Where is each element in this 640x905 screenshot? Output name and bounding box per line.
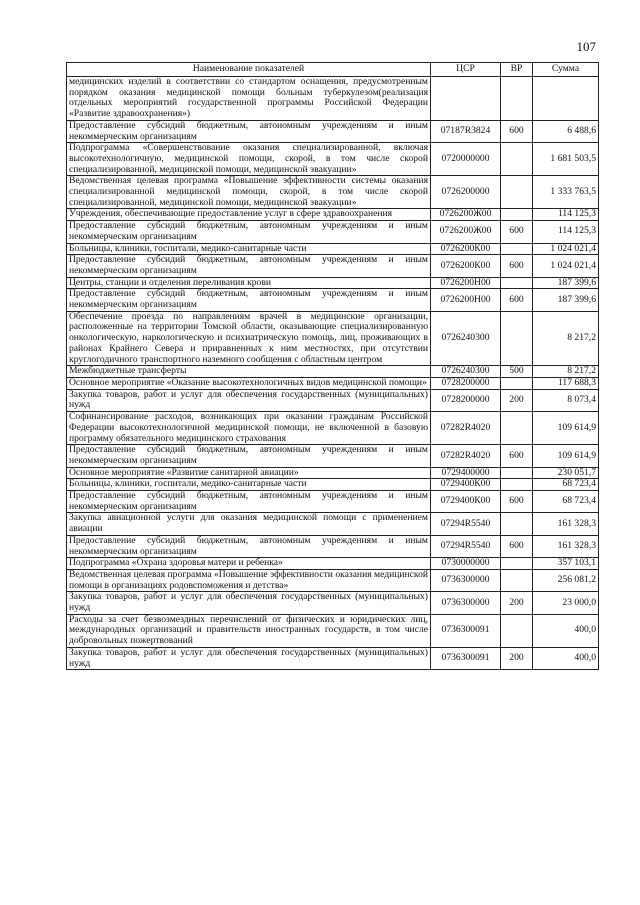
row-sum: 68 723,4: [533, 491, 599, 513]
table-row: [67, 614, 599, 647]
row-sum: 1 024 021,4: [533, 255, 599, 277]
table-row: [67, 209, 599, 221]
row-name: Закупка товаров, работ и услуг для обеспечения государственных (муниципальных) нужд: [67, 389, 431, 411]
row-vr: 200: [501, 592, 533, 614]
row-name: Предоставление субсидий бюджетным, автономным учреждениям и иным некоммерческим организациям: [67, 491, 431, 513]
row-sum: 6 488,6: [533, 120, 599, 142]
table-row: [67, 221, 599, 243]
row-csr: 0736300000: [431, 569, 501, 591]
row-vr: [501, 311, 533, 366]
row-vr: 500: [501, 366, 533, 378]
row-vr: [501, 143, 533, 176]
row-sum: [533, 77, 599, 121]
row-sum: 1 333 763,5: [533, 176, 599, 209]
table-row: [67, 377, 599, 389]
row-name: Софинансирование расходов, возникающих при оказании гражданам Российской Федерации высокотехнологичной медицинской помощи, не включенной в базовую программу обязательного медицинского страхования: [67, 412, 431, 445]
row-sum: 1 024 021,4: [533, 243, 599, 255]
row-name: Межбюджетные трансферты: [67, 366, 431, 378]
row-name: Предоставление субсидий бюджетным, автономным учреждениям и иным некоммерческим организациям: [67, 255, 431, 277]
row-name: Закупка товаров, работ и услуг для обеспечения государственных (муниципальных) нужд: [67, 647, 431, 669]
row-csr: 0728200000: [431, 377, 501, 389]
row-vr: [501, 412, 533, 445]
row-name: Обеспечение проезда по направлениям врачей в медицинские организации, расположенные на территории Томской области, оказывающие специализированную онкологическую, наркологическую и психиатрическую помощь, лиц, проживающих в районах Крайнего Севера и приравненных к ним местностях, при отсутствии круглогодичного транспортного наземного сообщения с областным центром: [67, 311, 431, 366]
row-sum: 114 125,3: [533, 221, 599, 243]
row-vr: [501, 377, 533, 389]
row-sum: 109 614,9: [533, 412, 599, 445]
row-vr: 600: [501, 120, 533, 142]
table-header-row: [67, 63, 599, 77]
table-row: [67, 412, 599, 445]
row-name: Подпрограмма «Охрана здоровья матери и ребенка»: [67, 558, 431, 570]
row-sum: 400,0: [533, 647, 599, 669]
row-csr: 0726200Н00: [431, 289, 501, 311]
row-csr: 0728200000: [431, 389, 501, 411]
table-row: [67, 491, 599, 513]
row-vr: [501, 209, 533, 221]
table-row: [67, 535, 599, 557]
table-row: [67, 311, 599, 366]
table-row: [67, 366, 599, 378]
row-name: Предоставление субсидий бюджетным, автономным учреждениям и иным некоммерческим организациям: [67, 289, 431, 311]
row-vr: [501, 277, 533, 289]
row-name: Предоставление субсидий бюджетным, автономным учреждениям и иным некоммерческим организациям: [67, 535, 431, 557]
header-name: Наименование показателей: [67, 63, 431, 77]
row-vr: 200: [501, 389, 533, 411]
row-vr: [501, 467, 533, 479]
table-row: [67, 255, 599, 277]
table-row: [67, 592, 599, 614]
table-body: [67, 77, 599, 670]
row-name: Больницы, клиники, госпитали, медико-санитарные части: [67, 243, 431, 255]
row-sum: 187 399,6: [533, 289, 599, 311]
row-name: Расходы за счет безвозмездных перечислений от физических и юридических лиц, международных организаций и правительств иностранных государств, в том числе добровольных пожертвований: [67, 614, 431, 647]
row-csr: 0720000000: [431, 143, 501, 176]
header-sum: Сумма: [533, 63, 599, 77]
row-vr: [501, 479, 533, 491]
row-csr: 07187R3824: [431, 120, 501, 142]
row-name: Предоставление субсидий бюджетным, автономным учреждениям и иным некоммерческим организациям: [67, 120, 431, 142]
row-sum: 23 000,0: [533, 592, 599, 614]
row-name: Предоставление субсидий бюджетным, автономным учреждениям и иным некоммерческим организациям: [67, 221, 431, 243]
row-csr: 0736300091: [431, 614, 501, 647]
table-row: [67, 513, 599, 535]
row-csr: 0726200000: [431, 176, 501, 209]
row-vr: 600: [501, 255, 533, 277]
row-csr: 0726200К00: [431, 243, 501, 255]
row-vr: [501, 558, 533, 570]
row-sum: 109 614,9: [533, 445, 599, 467]
header-vr: ВР: [501, 63, 533, 77]
row-csr: 0726200Ж00: [431, 221, 501, 243]
table-row: [67, 176, 599, 209]
table-row: [67, 479, 599, 491]
row-vr: 600: [501, 535, 533, 557]
row-name: Основное мероприятие «Оказание высокотехнологичных видов медицинской помощи»: [67, 377, 431, 389]
row-name: Больницы, клиники, госпитали, медико-санитарные части: [67, 479, 431, 491]
row-csr: 0726200К00: [431, 255, 501, 277]
row-sum: 161 328,3: [533, 513, 599, 535]
row-name: Закупка товаров, работ и услуг для обеспечения государственных (муниципальных) нужд: [67, 592, 431, 614]
row-name: Подпрограмма «Совершенствование оказания специализированной, включая высокотехнологичную, медицинской помощи, скорой, в том числе скорой специализированной, медицинской помощи, медицинской эвакуации»: [67, 143, 431, 176]
row-vr: [501, 243, 533, 255]
table-row: [67, 77, 599, 121]
row-name: Предоставление субсидий бюджетным, автономным учреждениям и иным некоммерческим организациям: [67, 445, 431, 467]
row-vr: [501, 176, 533, 209]
table-row: [67, 277, 599, 289]
row-csr: 0729400К00: [431, 491, 501, 513]
row-name: Учреждения, обеспечивающие предоставление услуг в сфере здравоохранения: [67, 209, 431, 221]
table-row: [67, 389, 599, 411]
row-csr: 0729400000: [431, 467, 501, 479]
budget-table: [66, 62, 599, 670]
header-csr: ЦСР: [431, 63, 501, 77]
row-sum: 357 103,1: [533, 558, 599, 570]
row-csr: 07282R4020: [431, 445, 501, 467]
table-row: [67, 120, 599, 142]
row-sum: 256 081,2: [533, 569, 599, 591]
row-csr: 0726200Н00: [431, 277, 501, 289]
row-csr: 07294R5540: [431, 535, 501, 557]
row-vr: 600: [501, 491, 533, 513]
row-csr: 0736300000: [431, 592, 501, 614]
row-csr: 0729400К00: [431, 479, 501, 491]
row-csr: 0726240300: [431, 366, 501, 378]
row-vr: [501, 569, 533, 591]
row-name: Ведомственная целевая программа «Повышение эффективности оказания медицинской помощи в организациях родовспоможения и детства»: [67, 569, 431, 591]
row-sum: 114 125,3: [533, 209, 599, 221]
row-sum: 187 399,6: [533, 277, 599, 289]
row-sum: 117 688,3: [533, 377, 599, 389]
row-sum: 400,0: [533, 614, 599, 647]
table-row: [67, 569, 599, 591]
row-name: Ведомственная целевая программа «Повышение эффективности системы оказания специализированной медицинской помощи, скорой, в том числе скорой специализированной, медицинской помощи, медицинской эвакуации»: [67, 176, 431, 209]
row-sum: 230 051,7: [533, 467, 599, 479]
row-sum: 8 217,2: [533, 366, 599, 378]
row-csr: [431, 77, 501, 121]
row-csr: 0736300091: [431, 647, 501, 669]
row-vr: 600: [501, 289, 533, 311]
table-row: [67, 143, 599, 176]
page-number: 107: [576, 39, 596, 54]
table-row: [67, 445, 599, 467]
row-name: Основное мероприятие «Развитие санитарной авиации»: [67, 467, 431, 479]
row-csr: 0730000000: [431, 558, 501, 570]
row-vr: [501, 614, 533, 647]
table-row: [67, 647, 599, 669]
row-name: Закупка авиационной услуги для оказания медицинской помощи с применением авиации: [67, 513, 431, 535]
row-csr: 07294R5540: [431, 513, 501, 535]
row-sum: 8 217,2: [533, 311, 599, 366]
table-row: [67, 467, 599, 479]
row-vr: 600: [501, 445, 533, 467]
row-name: Центры, станции и отделения переливания крови: [67, 277, 431, 289]
table-row: [67, 289, 599, 311]
row-vr: 600: [501, 221, 533, 243]
row-csr: 0726240300: [431, 311, 501, 366]
row-vr: 200: [501, 647, 533, 669]
table-row: [67, 243, 599, 255]
row-sum: 1 681 503,5: [533, 143, 599, 176]
table-row: [67, 558, 599, 570]
row-name: медицинских изделий в соответствии со стандартом оснащения, предусмотренным порядком оказания медицинской помощи больным туберкулезом(реализация отдельных мероприятий государственной программы Российской Федерации «Развитие здравоохранения»): [67, 77, 431, 121]
row-sum: 161 328,3: [533, 535, 599, 557]
row-vr: [501, 77, 533, 121]
row-csr: 07282R4020: [431, 412, 501, 445]
row-csr: 0726200Ж00: [431, 209, 501, 221]
row-sum: 68 723,4: [533, 479, 599, 491]
row-vr: [501, 513, 533, 535]
row-sum: 8 073,4: [533, 389, 599, 411]
